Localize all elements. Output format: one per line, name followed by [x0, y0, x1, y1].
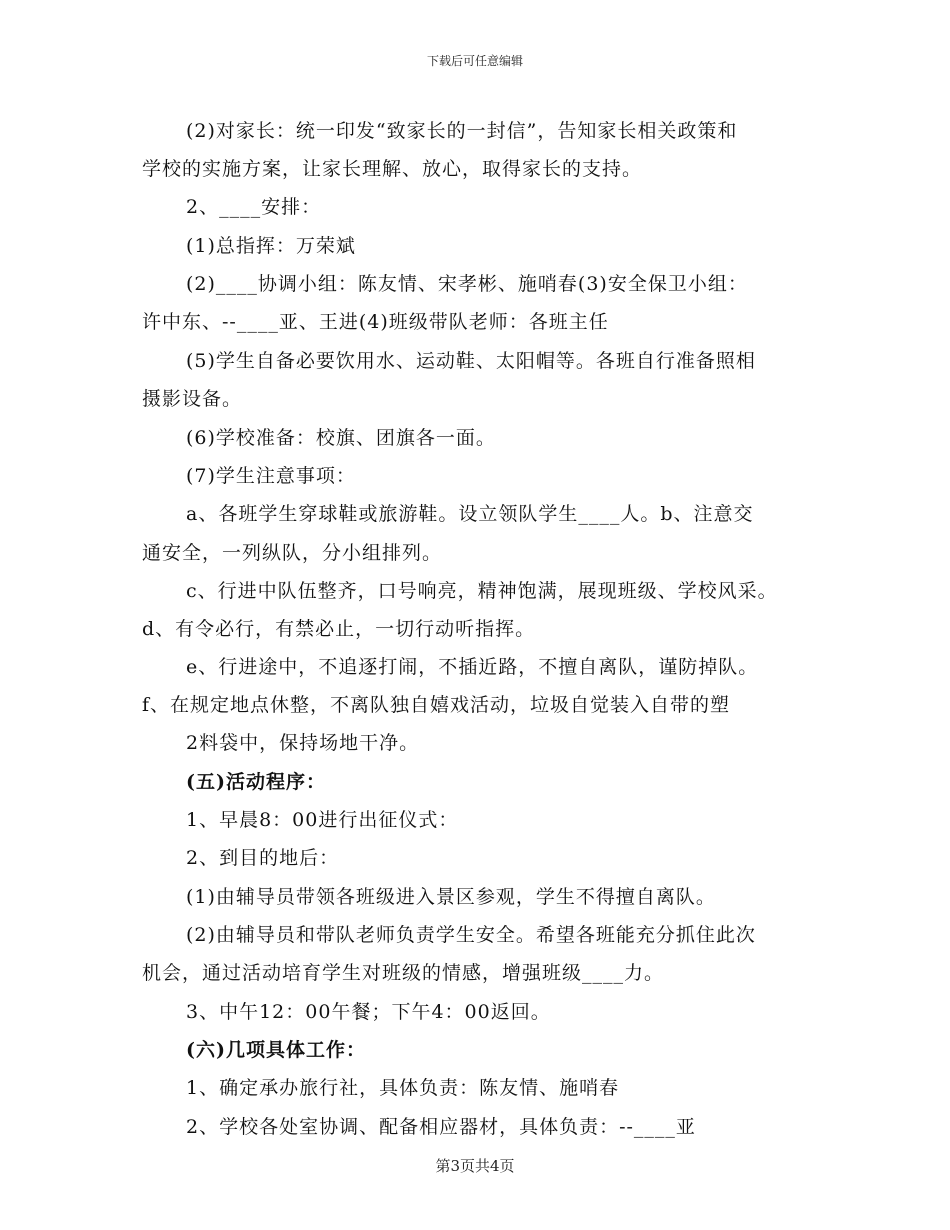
paragraph-line: 通安全，一列纵队，分小组排列。 [142, 542, 443, 564]
paragraph-line: 2、到目的地后： [186, 847, 340, 869]
paragraph-line: 2料袋中，保持场地干净。 [186, 732, 420, 754]
section-heading: (五)活动程序： [186, 771, 326, 793]
page-header: 下载后可任意编辑 [426, 54, 523, 68]
paragraph-line: e、行进途中，不追逐打闹，不插近路，不擅自离队，谨防掉队。 [186, 656, 759, 678]
paragraph-line: (1)由辅导员带领各班级进入景区参观，学生不得擅自离队。 [186, 886, 716, 908]
paragraph-line: 机会，通过活动培育学生对班级的情感，增强班级____力。 [142, 962, 665, 984]
paragraph-line: c、行进中队伍整齐，口号响亮，精神饱满，展现班级、学校风采。 [186, 580, 778, 602]
paragraph-line: 许中东、--____亚、王进(4)班级带队老师：各班主任 [142, 311, 609, 333]
paragraph-line: (7)学生注意事项： [186, 465, 356, 487]
paragraph-line: 摄影设备。 [142, 388, 243, 410]
paragraph-line: (6)学校准备：校旗、团旗各一面。 [186, 427, 496, 449]
paragraph-line: (2)对家长：统一印发“致家长的一封信”，告知家长相关政策和 [186, 120, 738, 142]
paragraph-line: 1、早晨8：00进行出征仪式： [186, 809, 459, 831]
paragraph-line: 1、确定承办旅行社，具体负责：陈友情、施哨春 [186, 1077, 620, 1099]
page-footer: 第3页共4页 [435, 1157, 515, 1175]
paragraph-line: (2)由辅导员和带队老师负责学生安全。希望各班能充分抓住此次 [186, 924, 756, 946]
paragraph-line: d、有令必行，有禁必止，一切行动听指挥。 [142, 618, 536, 640]
paragraph-line: a、各班学生穿球鞋或旅游鞋。设立领队学生____人。b、注意交 [186, 503, 754, 525]
paragraph-line: (2)____协调小组：陈友情、宋孝彬、施哨春(3)安全保卫小组： [186, 273, 748, 295]
paragraph-line: (1)总指挥：万荣斌 [186, 235, 356, 257]
paragraph-line: 2、____安排： [186, 196, 322, 218]
paragraph-line: (5)学生自备必要饮用水、运动鞋、太阳帽等。各班自行准备照相 [186, 350, 756, 372]
paragraph-line: f、在规定地点休整，不离队独自嬉戏活动，垃圾自觉装入自带的塑 [142, 694, 731, 716]
paragraph-line: 2、学校各处室协调、配备相应器材，具体负责：--____亚 [186, 1116, 696, 1138]
paragraph-line: 学校的实施方案，让家长理解、放心，取得家长的支持。 [142, 158, 643, 180]
paragraph-line: 3、中午12：00午餐；下午4：00返回。 [186, 1001, 551, 1023]
section-heading: (六)几项具体工作： [186, 1039, 366, 1061]
